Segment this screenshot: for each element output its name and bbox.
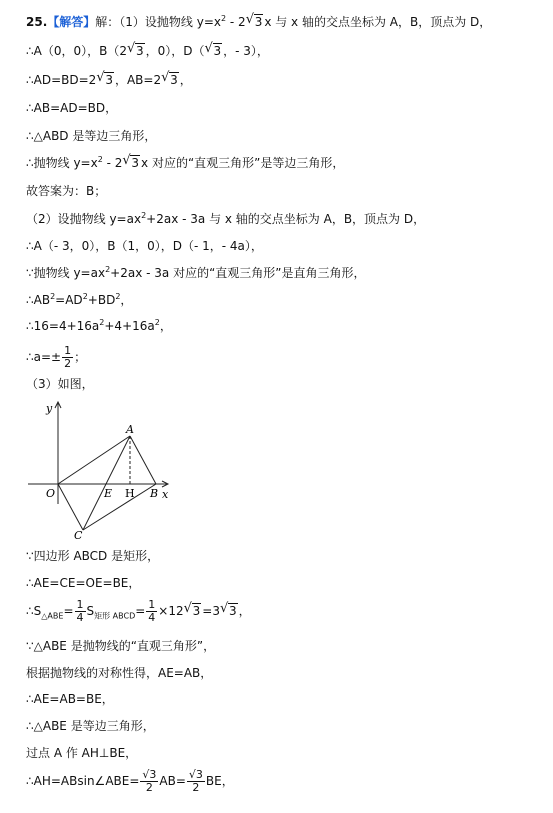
label-B: B [150, 487, 159, 500]
line-16: ∴AE=CE=OE=BE， [26, 576, 141, 590]
label-H: H [125, 487, 135, 500]
label-A: A [126, 423, 134, 436]
sqrt: √ 3 [220, 598, 238, 624]
line-4: ∴AB=AD=BD， [26, 101, 118, 115]
sqrt: √ 3 [161, 72, 179, 88]
segment-CA [83, 436, 130, 530]
segment-OA [58, 436, 130, 484]
sqrt: √ 3 [127, 43, 145, 59]
fraction: $\frac{1}{4}$ [76, 598, 84, 624]
line-7: 故答案为：B； [26, 184, 107, 198]
line-21: ∴△ABE 是等边三角形， [26, 719, 155, 733]
line-20: ∴AE=AB=BE， [26, 692, 114, 706]
line-9: ∴A（- 3，0），B（1，0），D（- 1，- 4a）， [26, 239, 263, 253]
label-O: O [46, 487, 56, 500]
line-3: ∴AD=BD=2√ 3 ，AB=2√ 3 ， [26, 72, 192, 88]
sqrt: √ 3 [184, 598, 202, 624]
line-12: $\therefore 16=4+16a^2+4+16a^2$， [26, 318, 172, 333]
line-11: $\therefore AB^2=AD^2+BD^2$， [26, 292, 133, 307]
fraction: $\frac{1}{4}$ [148, 598, 156, 624]
line-10: ∵抛物线 $y=ax^2+2ax - 3a$ 对应的“直观三角形”是直角三角形， [26, 265, 366, 280]
sqrt: √ 3 [122, 155, 140, 171]
label-C: C [74, 529, 83, 540]
line-14: （3）如图， [26, 377, 94, 391]
line-1: 25.【解答】解：（1）设抛物线 $y=x^2 - 2√$ 3 x 与 x 轴的交点坐标为 A，B，顶点为 D， [26, 14, 491, 30]
line-2: ∴A（0，0），B（2√ 3 ，0），D（√ 3 ，- 3）， [26, 43, 269, 59]
segment-AB [130, 436, 156, 484]
fraction: $\frac{1}{2}$ [64, 344, 72, 370]
sqrt: √ 3 [246, 14, 264, 30]
figure-svg [26, 398, 176, 540]
label-x: x [162, 488, 169, 501]
line-15: ∵四边形 ABCD 是矩形， [26, 549, 160, 563]
geometry-figure [26, 398, 176, 540]
line-5: ∴△ABD 是等边三角形， [26, 129, 157, 143]
line-23: ∴AH=ABsin∠ABE= $\frac{√3}{2}$ AB= $\frac{√3}{2}$ BE， [26, 768, 234, 794]
sqrt: √ 3 [205, 43, 223, 59]
fraction: $\frac{√3}{2}$ [142, 768, 157, 794]
line-19: 根据抛物线的对称性得，AE=AB， [26, 666, 213, 680]
sqrt: √ 3 [96, 72, 114, 88]
fraction: $\frac{√3}{2}$ [188, 768, 203, 794]
problem-number: 25. [26, 15, 48, 29]
line-22: 过点 A 作 AH⊥BE， [26, 746, 138, 760]
answer-tag: 【解答】 [47, 15, 96, 29]
label-E: E [104, 487, 113, 500]
line-8: （2）设抛物线 $y=ax^2+2ax - 3a$ 与 x 轴的交点坐标为 A，B，顶点为 D， [26, 211, 426, 226]
label-y: y [46, 402, 53, 415]
segment-OC [58, 484, 83, 530]
line-18: ∵△ABE 是抛物线的“直观三角形”， [26, 639, 216, 653]
line-17: $\therefore S_{\triangle ABE}=$ $\frac{1}{4}$ $S_{矩形 ABCD}=$ $\frac{1}{4}$ ×12√ 3 =3√ 3 ， [26, 598, 251, 624]
line-6: ∴抛物线 $y=x^2 - 2√$ 3 x 对应的“直观三角形”是等边三角形， [26, 155, 344, 171]
line-13: ∴a=± $\frac{1}{2}$ ； [26, 344, 87, 370]
